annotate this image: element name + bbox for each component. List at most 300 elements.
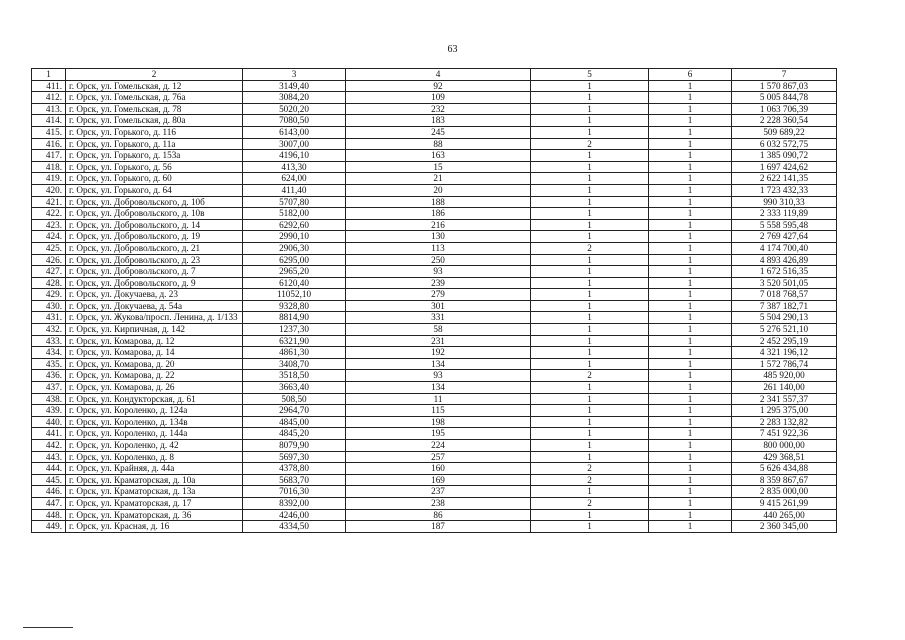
amount-cell: 1 570 867,03 bbox=[732, 80, 837, 92]
col-6-value-cell: 1 bbox=[649, 173, 732, 185]
area-cell: 5707,80 bbox=[243, 196, 346, 208]
table-row bbox=[32, 463, 837, 475]
residents-cell: 186 bbox=[346, 208, 531, 220]
col-6-value-cell: 1 bbox=[649, 277, 732, 289]
area-cell: 508,50 bbox=[243, 393, 346, 405]
col-5-value-cell: 1 bbox=[531, 126, 649, 138]
area-cell: 624,00 bbox=[243, 173, 346, 185]
residents-cell: 231 bbox=[346, 335, 531, 347]
col-6-value-cell: 1 bbox=[649, 126, 732, 138]
row-number-cell: 426. bbox=[32, 254, 66, 266]
col-5-value-cell: 1 bbox=[531, 161, 649, 173]
col-6-value-cell: 1 bbox=[649, 161, 732, 173]
col-5-value-cell: 1 bbox=[531, 266, 649, 278]
area-cell: 411,40 bbox=[243, 184, 346, 196]
col-6-value-cell: 1 bbox=[649, 440, 732, 452]
area-cell: 7080,50 bbox=[243, 115, 346, 127]
residents-cell: 216 bbox=[346, 219, 531, 231]
amount-cell: 9 415 261,99 bbox=[732, 497, 837, 509]
col-6-value-cell: 1 bbox=[649, 103, 732, 115]
residents-cell: 113 bbox=[346, 242, 531, 254]
amount-cell: 5 626 434,88 bbox=[732, 463, 837, 475]
area-cell: 5182,00 bbox=[243, 208, 346, 220]
column-header: 6 bbox=[649, 69, 732, 81]
residents-cell: 21 bbox=[346, 173, 531, 185]
address-cell: г. Орск, ул. Горького, д. 60 bbox=[66, 173, 243, 185]
col-6-value-cell: 1 bbox=[649, 138, 732, 150]
area-cell: 2906,30 bbox=[243, 242, 346, 254]
residents-cell: 11 bbox=[346, 393, 531, 405]
amount-cell: 485 920,00 bbox=[732, 370, 837, 382]
address-cell: г. Орск, ул. Короленко, д. 42 bbox=[66, 440, 243, 452]
registry-table bbox=[31, 68, 837, 533]
area-cell: 2990,10 bbox=[243, 231, 346, 243]
residents-cell: 93 bbox=[346, 370, 531, 382]
row-number-cell: 429. bbox=[32, 289, 66, 301]
col-6-value-cell: 1 bbox=[649, 405, 732, 417]
col-5-value-cell: 1 bbox=[531, 335, 649, 347]
col-6-value-cell: 1 bbox=[649, 324, 732, 336]
residents-cell: 237 bbox=[346, 486, 531, 498]
area-cell: 8079,90 bbox=[243, 440, 346, 452]
col-5-value-cell: 1 bbox=[531, 521, 649, 533]
residents-cell: 257 bbox=[346, 451, 531, 463]
col-5-value-cell: 1 bbox=[531, 393, 649, 405]
amount-cell: 4 893 426,89 bbox=[732, 254, 837, 266]
table-row bbox=[32, 138, 837, 150]
residents-cell: 238 bbox=[346, 497, 531, 509]
table-row bbox=[32, 219, 837, 231]
amount-cell: 3 520 501,05 bbox=[732, 277, 837, 289]
address-cell: г. Орск, ул. Добровольского, д. 23 bbox=[66, 254, 243, 266]
col-6-value-cell: 1 bbox=[649, 266, 732, 278]
amount-cell: 2 228 360,54 bbox=[732, 115, 837, 127]
amount-cell: 5 276 521,10 bbox=[732, 324, 837, 336]
row-number-cell: 411. bbox=[32, 80, 66, 92]
area-cell: 6120,40 bbox=[243, 277, 346, 289]
col-5-value-cell: 1 bbox=[531, 277, 649, 289]
address-cell: г. Орск, ул. Гомельская, д. 80а bbox=[66, 115, 243, 127]
row-number-cell: 442. bbox=[32, 440, 66, 452]
address-cell: г. Орск, ул. Комарова, д. 26 bbox=[66, 382, 243, 394]
address-cell: г. Орск, ул. Гомельская, д. 78 bbox=[66, 103, 243, 115]
address-cell: г. Орск, ул. Горького, д. 11а bbox=[66, 138, 243, 150]
table-row bbox=[32, 115, 837, 127]
table-row bbox=[32, 440, 837, 452]
area-cell: 4334,50 bbox=[243, 521, 346, 533]
column-header: 5 bbox=[531, 69, 649, 81]
row-number-cell: 435. bbox=[32, 358, 66, 370]
row-number-cell: 417. bbox=[32, 150, 66, 162]
amount-cell: 2 835 000,00 bbox=[732, 486, 837, 498]
address-cell: г. Орск, ул. Короленко, д. 8 bbox=[66, 451, 243, 463]
col-6-value-cell: 1 bbox=[649, 393, 732, 405]
col-6-value-cell: 1 bbox=[649, 312, 732, 324]
row-number-cell: 422. bbox=[32, 208, 66, 220]
col-5-value-cell: 1 bbox=[531, 405, 649, 417]
area-cell: 4861,30 bbox=[243, 347, 346, 359]
table-row bbox=[32, 405, 837, 417]
col-6-value-cell: 1 bbox=[649, 521, 732, 533]
table-row bbox=[32, 486, 837, 498]
address-cell: г. Орск, ул. Докучаева, д. 54а bbox=[66, 300, 243, 312]
amount-cell: 2 341 557,37 bbox=[732, 393, 837, 405]
table-body bbox=[32, 69, 837, 533]
col-5-value-cell: 2 bbox=[531, 242, 649, 254]
amount-cell: 2 622 141,35 bbox=[732, 173, 837, 185]
address-cell: г. Орск, ул. Комарова, д. 12 bbox=[66, 335, 243, 347]
amount-cell: 4 321 196,12 bbox=[732, 347, 837, 359]
row-number-cell: 436. bbox=[32, 370, 66, 382]
amount-cell: 1 672 516,35 bbox=[732, 266, 837, 278]
table-row bbox=[32, 254, 837, 266]
address-cell: г. Орск, ул. Комарова, д. 22 bbox=[66, 370, 243, 382]
row-number-cell: 441. bbox=[32, 428, 66, 440]
row-number-cell: 447. bbox=[32, 497, 66, 509]
col-5-value-cell: 1 bbox=[531, 219, 649, 231]
col-6-value-cell: 1 bbox=[649, 358, 732, 370]
address-cell: г. Орск, ул. Комарова, д. 14 bbox=[66, 347, 243, 359]
address-cell: г. Орск, ул. Комарова, д. 20 bbox=[66, 358, 243, 370]
col-6-value-cell: 1 bbox=[649, 80, 732, 92]
col-6-value-cell: 1 bbox=[649, 370, 732, 382]
row-number-cell: 443. bbox=[32, 451, 66, 463]
row-number-cell: 425. bbox=[32, 242, 66, 254]
residents-cell: 331 bbox=[346, 312, 531, 324]
residents-cell: 192 bbox=[346, 347, 531, 359]
table-row bbox=[32, 80, 837, 92]
table-row bbox=[32, 300, 837, 312]
col-6-value-cell: 1 bbox=[649, 289, 732, 301]
address-cell: г. Орск, ул. Горького, д. 56 bbox=[66, 161, 243, 173]
residents-cell: 134 bbox=[346, 382, 531, 394]
residents-cell: 232 bbox=[346, 103, 531, 115]
col-6-value-cell: 1 bbox=[649, 231, 732, 243]
address-cell: г. Орск, ул. Гомельская, д. 12 bbox=[66, 80, 243, 92]
amount-cell: 1 572 786,74 bbox=[732, 358, 837, 370]
area-cell: 1237,30 bbox=[243, 324, 346, 336]
amount-cell: 440 265,00 bbox=[732, 509, 837, 521]
amount-cell: 8 359 867,67 bbox=[732, 474, 837, 486]
col-6-value-cell: 1 bbox=[649, 382, 732, 394]
residents-cell: 250 bbox=[346, 254, 531, 266]
residents-cell: 130 bbox=[346, 231, 531, 243]
amount-cell: 1 723 432,33 bbox=[732, 184, 837, 196]
amount-cell: 2 452 295,19 bbox=[732, 335, 837, 347]
row-number-cell: 424. bbox=[32, 231, 66, 243]
area-cell: 6321,90 bbox=[243, 335, 346, 347]
column-header: 7 bbox=[732, 69, 837, 81]
col-5-value-cell: 1 bbox=[531, 115, 649, 127]
col-5-value-cell: 1 bbox=[531, 440, 649, 452]
residents-cell: 93 bbox=[346, 266, 531, 278]
address-cell: г. Орск, ул. Добровольского, д. 10в bbox=[66, 208, 243, 220]
amount-cell: 261 140,00 bbox=[732, 382, 837, 394]
address-cell: г. Орск, ул. Горького, д. 64 bbox=[66, 184, 243, 196]
col-5-value-cell: 2 bbox=[531, 497, 649, 509]
residents-cell: 92 bbox=[346, 80, 531, 92]
area-cell: 8392,00 bbox=[243, 497, 346, 509]
area-cell: 5683,70 bbox=[243, 474, 346, 486]
address-cell: г. Орск, ул. Горького, д. 153а bbox=[66, 150, 243, 162]
table-row bbox=[32, 184, 837, 196]
address-cell: г. Орск, ул. Краматорская, д. 13а bbox=[66, 486, 243, 498]
residents-cell: 224 bbox=[346, 440, 531, 452]
residents-cell: 86 bbox=[346, 509, 531, 521]
table-row bbox=[32, 428, 837, 440]
col-5-value-cell: 1 bbox=[531, 509, 649, 521]
amount-cell: 5 558 595,48 bbox=[732, 219, 837, 231]
residents-cell: 58 bbox=[346, 324, 531, 336]
table-row bbox=[32, 150, 837, 162]
col-5-value-cell: 1 bbox=[531, 451, 649, 463]
row-number-cell: 438. bbox=[32, 393, 66, 405]
row-number-cell: 412. bbox=[32, 92, 66, 104]
col-6-value-cell: 1 bbox=[649, 150, 732, 162]
col-6-value-cell: 1 bbox=[649, 347, 732, 359]
table-row bbox=[32, 335, 837, 347]
row-number-cell: 414. bbox=[32, 115, 66, 127]
residents-cell: 187 bbox=[346, 521, 531, 533]
address-cell: г. Орск, ул. Короленко, д. 124а bbox=[66, 405, 243, 417]
col-5-value-cell: 1 bbox=[531, 486, 649, 498]
col-5-value-cell: 2 bbox=[531, 463, 649, 475]
row-number-cell: 448. bbox=[32, 509, 66, 521]
col-6-value-cell: 1 bbox=[649, 335, 732, 347]
row-number-cell: 423. bbox=[32, 219, 66, 231]
col-5-value-cell: 1 bbox=[531, 324, 649, 336]
col-6-value-cell: 1 bbox=[649, 497, 732, 509]
area-cell: 5020,20 bbox=[243, 103, 346, 115]
residents-cell: 195 bbox=[346, 428, 531, 440]
area-cell: 2964,70 bbox=[243, 405, 346, 417]
area-cell: 6295,00 bbox=[243, 254, 346, 266]
col-5-value-cell: 1 bbox=[531, 208, 649, 220]
row-number-cell: 420. bbox=[32, 184, 66, 196]
row-number-cell: 434. bbox=[32, 347, 66, 359]
row-number-cell: 446. bbox=[32, 486, 66, 498]
page-number: 63 bbox=[447, 44, 458, 55]
amount-cell: 800 000,00 bbox=[732, 440, 837, 452]
table-row bbox=[32, 277, 837, 289]
amount-cell: 2 360 345,00 bbox=[732, 521, 837, 533]
area-cell: 8814,90 bbox=[243, 312, 346, 324]
residents-cell: 301 bbox=[346, 300, 531, 312]
table-row bbox=[32, 92, 837, 104]
col-6-value-cell: 1 bbox=[649, 428, 732, 440]
col-5-value-cell: 2 bbox=[531, 138, 649, 150]
row-number-cell: 415. bbox=[32, 126, 66, 138]
col-6-value-cell: 1 bbox=[649, 463, 732, 475]
row-number-cell: 437. bbox=[32, 382, 66, 394]
col-5-value-cell: 1 bbox=[531, 196, 649, 208]
row-number-cell: 439. bbox=[32, 405, 66, 417]
col-5-value-cell: 1 bbox=[531, 173, 649, 185]
row-number-cell: 418. bbox=[32, 161, 66, 173]
col-5-value-cell: 1 bbox=[531, 312, 649, 324]
row-number-cell: 433. bbox=[32, 335, 66, 347]
area-cell: 11052,10 bbox=[243, 289, 346, 301]
col-5-value-cell: 1 bbox=[531, 358, 649, 370]
residents-cell: 134 bbox=[346, 358, 531, 370]
table-row bbox=[32, 231, 837, 243]
amount-cell: 1 697 424,62 bbox=[732, 161, 837, 173]
table-row bbox=[32, 358, 837, 370]
address-cell: г. Орск, ул. Добровольского, д. 7 bbox=[66, 266, 243, 278]
residents-cell: 279 bbox=[346, 289, 531, 301]
col-5-value-cell: 1 bbox=[531, 92, 649, 104]
col-6-value-cell: 1 bbox=[649, 92, 732, 104]
amount-cell: 7 451 922,36 bbox=[732, 428, 837, 440]
residents-cell: 183 bbox=[346, 115, 531, 127]
table-row bbox=[32, 126, 837, 138]
address-cell: г. Орск, ул. Короленко, д. 134в bbox=[66, 416, 243, 428]
col-6-value-cell: 1 bbox=[649, 242, 732, 254]
col-6-value-cell: 1 bbox=[649, 219, 732, 231]
table-row bbox=[32, 370, 837, 382]
residents-cell: 20 bbox=[346, 184, 531, 196]
residents-cell: 245 bbox=[346, 126, 531, 138]
area-cell: 5697,30 bbox=[243, 451, 346, 463]
col-5-value-cell: 1 bbox=[531, 416, 649, 428]
row-number-cell: 432. bbox=[32, 324, 66, 336]
address-cell: г. Орск, ул. Краматорская, д. 17 bbox=[66, 497, 243, 509]
col-5-value-cell: 1 bbox=[531, 150, 649, 162]
col-5-value-cell: 1 bbox=[531, 80, 649, 92]
col-6-value-cell: 1 bbox=[649, 486, 732, 498]
col-6-value-cell: 1 bbox=[649, 208, 732, 220]
row-number-cell: 430. bbox=[32, 300, 66, 312]
col-6-value-cell: 1 bbox=[649, 474, 732, 486]
amount-cell: 429 368,51 bbox=[732, 451, 837, 463]
col-6-value-cell: 1 bbox=[649, 509, 732, 521]
area-cell: 4845,20 bbox=[243, 428, 346, 440]
amount-cell: 5 005 844,78 bbox=[732, 92, 837, 104]
area-cell: 4246,00 bbox=[243, 509, 346, 521]
col-5-value-cell: 1 bbox=[531, 300, 649, 312]
col-6-value-cell: 1 bbox=[649, 416, 732, 428]
area-cell: 4378,80 bbox=[243, 463, 346, 475]
table-row bbox=[32, 173, 837, 185]
address-cell: г. Орск, ул. Добровольского, д. 19 bbox=[66, 231, 243, 243]
table-row bbox=[32, 208, 837, 220]
row-number-cell: 413. bbox=[32, 103, 66, 115]
amount-cell: 2 769 427,64 bbox=[732, 231, 837, 243]
address-cell: г. Орск, ул. Красная, д. 16 bbox=[66, 521, 243, 533]
residents-cell: 160 bbox=[346, 463, 531, 475]
address-cell: г. Орск, ул. Крайняя, д. 44а bbox=[66, 463, 243, 475]
table-row bbox=[32, 196, 837, 208]
col-5-value-cell: 1 bbox=[531, 382, 649, 394]
area-cell: 6143,00 bbox=[243, 126, 346, 138]
amount-cell: 1 385 090,72 bbox=[732, 150, 837, 162]
col-5-value-cell: 1 bbox=[531, 347, 649, 359]
amount-cell: 2 283 132,82 bbox=[732, 416, 837, 428]
address-cell: г. Орск, ул. Краматорская, д. 10а bbox=[66, 474, 243, 486]
area-cell: 7016,30 bbox=[243, 486, 346, 498]
address-cell: г. Орск, ул. Докучаева, д. 23 bbox=[66, 289, 243, 301]
table-row bbox=[32, 474, 837, 486]
col-5-value-cell: 1 bbox=[531, 289, 649, 301]
residents-cell: 88 bbox=[346, 138, 531, 150]
amount-cell: 509 689,22 bbox=[732, 126, 837, 138]
table-row bbox=[32, 242, 837, 254]
address-cell: г. Орск, ул. Горького, д. 116 bbox=[66, 126, 243, 138]
row-number-cell: 421. bbox=[32, 196, 66, 208]
residents-cell: 115 bbox=[346, 405, 531, 417]
amount-cell: 1 063 706,39 bbox=[732, 103, 837, 115]
table-row bbox=[32, 266, 837, 278]
area-cell: 9328,80 bbox=[243, 300, 346, 312]
address-cell: г. Орск, ул. Гомельская, д. 76а bbox=[66, 92, 243, 104]
row-number-cell: 431. bbox=[32, 312, 66, 324]
area-cell: 6292,60 bbox=[243, 219, 346, 231]
table-row bbox=[32, 347, 837, 359]
col-6-value-cell: 1 bbox=[649, 196, 732, 208]
address-cell: г. Орск, ул. Жукова/просп. Ленина, д. 1/133 bbox=[66, 312, 243, 324]
col-6-value-cell: 1 bbox=[649, 451, 732, 463]
col-6-value-cell: 1 bbox=[649, 300, 732, 312]
table-row bbox=[32, 382, 837, 394]
amount-cell: 7 387 182,71 bbox=[732, 300, 837, 312]
address-cell: г. Орск, ул. Добровольского, д. 21 bbox=[66, 242, 243, 254]
table-header-row bbox=[32, 69, 837, 81]
col-6-value-cell: 1 bbox=[649, 254, 732, 266]
area-cell: 3663,40 bbox=[243, 382, 346, 394]
row-number-cell: 428. bbox=[32, 277, 66, 289]
address-cell: г. Орск, ул. Добровольского, д. 10б bbox=[66, 196, 243, 208]
address-cell: г. Орск, ул. Короленко, д. 144а bbox=[66, 428, 243, 440]
address-cell: г. Орск, ул. Кирпичная, д. 142 bbox=[66, 324, 243, 336]
table-row bbox=[32, 312, 837, 324]
column-header: 1 bbox=[32, 69, 66, 81]
footnote-separator bbox=[23, 627, 73, 628]
col-5-value-cell: 2 bbox=[531, 474, 649, 486]
area-cell: 4196,10 bbox=[243, 150, 346, 162]
row-number-cell: 419. bbox=[32, 173, 66, 185]
table-row bbox=[32, 497, 837, 509]
residents-cell: 163 bbox=[346, 150, 531, 162]
col-5-value-cell: 1 bbox=[531, 428, 649, 440]
address-cell: г. Орск, ул. Кондукторская, д. 61 bbox=[66, 393, 243, 405]
amount-cell: 5 504 290,13 bbox=[732, 312, 837, 324]
column-header: 4 bbox=[346, 69, 531, 81]
column-header: 3 bbox=[243, 69, 346, 81]
residents-cell: 15 bbox=[346, 161, 531, 173]
address-cell: г. Орск, ул. Краматорская, д. 36 bbox=[66, 509, 243, 521]
table-row bbox=[32, 289, 837, 301]
table-row bbox=[32, 161, 837, 173]
col-5-value-cell: 2 bbox=[531, 370, 649, 382]
table-row bbox=[32, 509, 837, 521]
residents-cell: 239 bbox=[346, 277, 531, 289]
table-row bbox=[32, 451, 837, 463]
residents-cell: 109 bbox=[346, 92, 531, 104]
residents-cell: 198 bbox=[346, 416, 531, 428]
amount-cell: 4 174 700,40 bbox=[732, 242, 837, 254]
table-row bbox=[32, 103, 837, 115]
area-cell: 3007,00 bbox=[243, 138, 346, 150]
area-cell: 3149,40 bbox=[243, 80, 346, 92]
row-number-cell: 449. bbox=[32, 521, 66, 533]
amount-cell: 6 032 572,75 bbox=[732, 138, 837, 150]
row-number-cell: 427. bbox=[32, 266, 66, 278]
area-cell: 3084,20 bbox=[243, 92, 346, 104]
table-row bbox=[32, 324, 837, 336]
amount-cell: 990 310,33 bbox=[732, 196, 837, 208]
amount-cell: 1 295 375,00 bbox=[732, 405, 837, 417]
residents-cell: 169 bbox=[346, 474, 531, 486]
